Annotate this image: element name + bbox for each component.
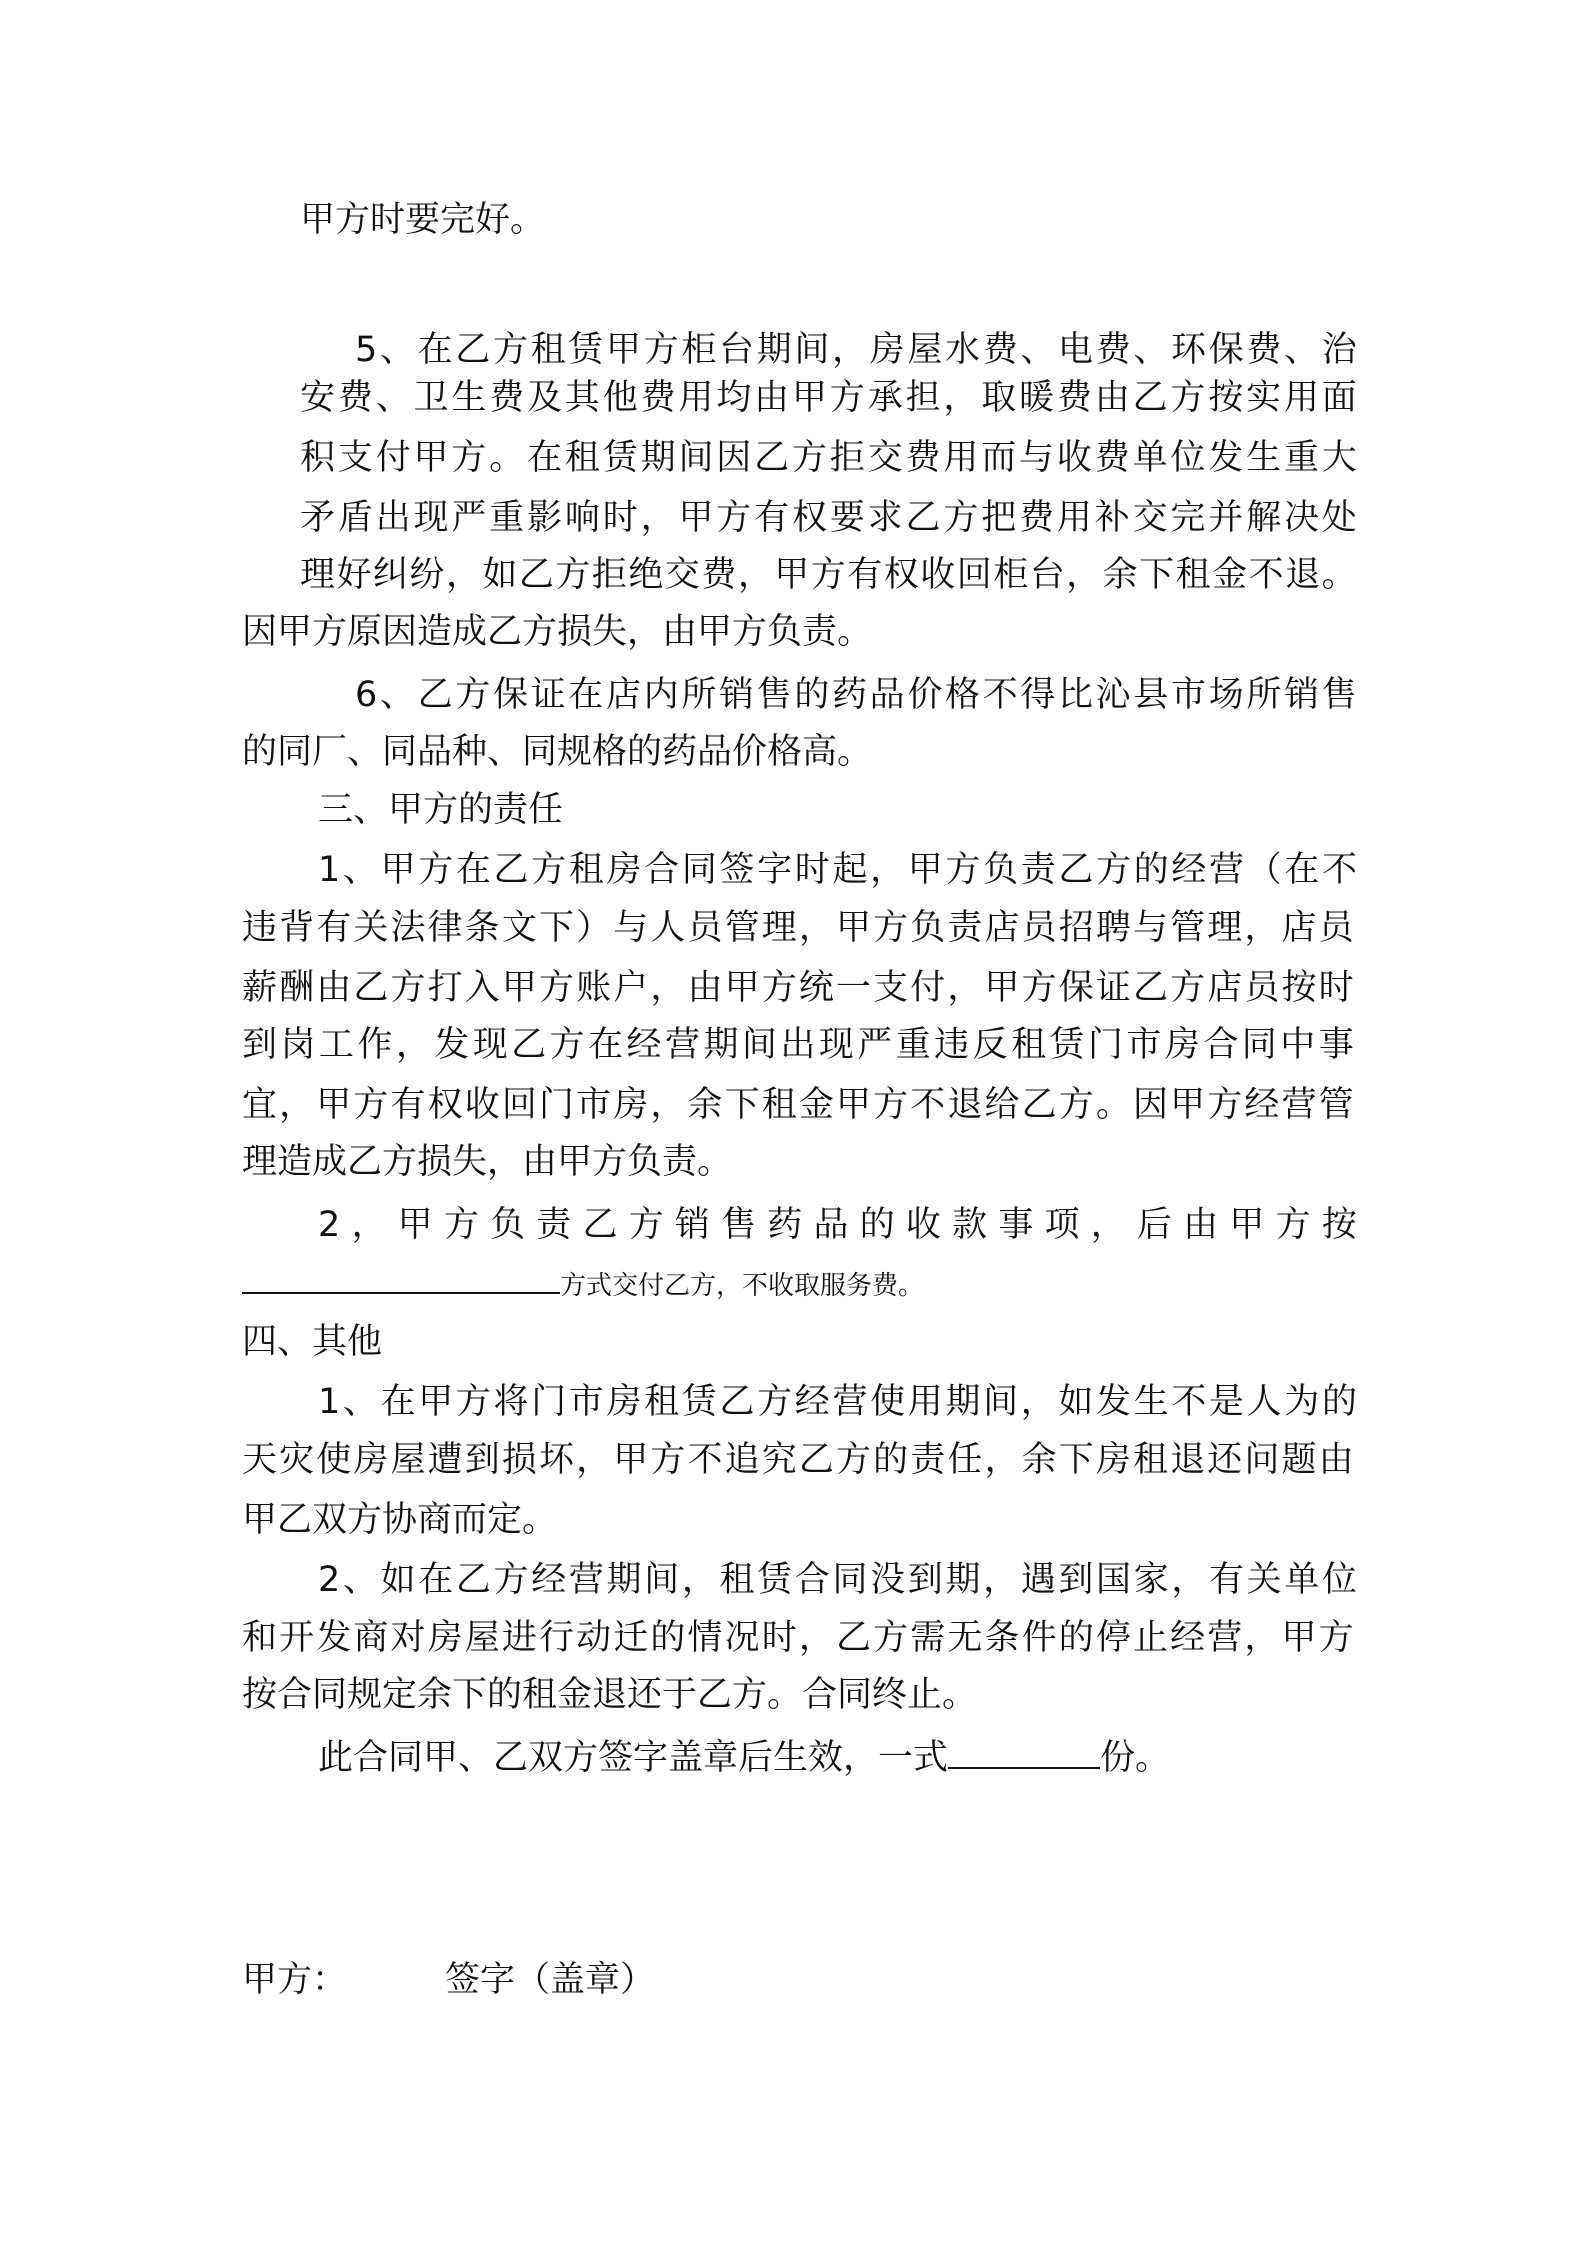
payment-method-blank <box>242 1250 560 1294</box>
copies-line <box>318 1725 1170 1785</box>
sign-seal-label: 签字（盖章） <box>445 1960 656 2000</box>
party-a-label: 甲方： <box>242 1960 348 2000</box>
section-3-item-1-line-5: 宜 ， 甲 方 有 权 收 回 门 市 房 ， 余 下 租 金 甲 方 不 退 给 乙 方 。 因 甲 方 经 营 管 <box>242 1085 1354 1125</box>
section-heading-3: 三、甲方的责任 <box>318 790 564 830</box>
section-3-item-2-line-2 <box>242 1250 924 1310</box>
clause-6-line-2: 的同厂、同品种、同规格的药品价格高。 <box>242 732 873 772</box>
copies-text: 此合同甲、乙双方签字盖章后生效，一式 <box>318 1738 949 1778</box>
clause-5-line-3: 积 支 付 甲 方 。 在 租 赁 期 间 因 乙 方 拒 交 费 用 而 与 收 费 单 位 发 生 重 大 <box>300 438 1357 478</box>
clause-5-line-1: 5 、 在 乙 方 租 赁 甲 方 柜 台 期 间 ， 房 屋 水 费 、 电 费 、 环 保 费 、 治 <box>355 330 1357 370</box>
section-4-item-1-line-2: 天 灾 使 房 屋 遭 到 损 坏 ， 甲 方 不 追 究 乙 方 的 责 任 ， 余 下 房 租 退 还 问 题 由 <box>242 1440 1354 1480</box>
clause-5-line-2: 安 费 、 卫 生 费 及 其 他 费 用 均 由 甲 方 承 担 ， 取 暖 费 由 乙 方 按 实 用 面 <box>300 378 1357 418</box>
section-3-item-1-line-4: 到 岗 工 作 ， 发 现 乙 方 在 经 营 期 间 出 现 严 重 违 反 租 赁 门 市 房 合 同 中 事 <box>242 1025 1354 1065</box>
paragraph-line: 甲方时要完好。 <box>300 200 546 240</box>
section-heading-4: 四、其他 <box>242 1322 383 1362</box>
clause-5-line-5: 理 好 纠 纷 ， 如 乙 方 拒 绝 交 费 ， 甲 方 有 权 收 回 柜 台 ， 余 下 租 金 不 退 。 <box>300 555 1357 595</box>
section-4-item-2-line-2: 和 开 发 商 对 房 屋 进 行 动 迁 的 情 况 时 ， 乙 方 需 无 条 件 的 停 止 经 营 ， 甲 方 <box>242 1618 1354 1658</box>
section-4-item-2-line-3: 按合同规定余下的租金退还于乙方。合同终止。 <box>242 1675 978 1715</box>
clause-5-line-6: 因甲方原因造成乙方损失，由甲方负责。 <box>242 612 873 652</box>
section-3-item-2-line-1: 2 ， 甲 方 负 责 乙 方 销 售 药 品 的 收 款 事 项 ， 后 由 甲 方 按 <box>318 1205 1357 1245</box>
section-3-item-1-line-2: 违 背 有 关 法 律 条 文 下 ） 与 人 员 管 理 ， 甲 方 负 责 店 员 招 聘 与 管 理 ， 店 员 <box>242 908 1354 948</box>
clause-6-line-1: 6 、 乙 方 保 证 在 店 内 所 销 售 的 药 品 价 格 不 得 比 沁 县 市 场 所 销 售 <box>355 675 1357 715</box>
section-3-item-1-line-3: 薪 酬 由 乙 方 打 入 甲 方 账 户 ， 由 甲 方 统 一 支 付 ， 甲 方 保 证 乙 方 店 员 按 时 <box>242 968 1354 1008</box>
clause-5-line-4: 矛 盾 出 现 严 重 影 响 时 ， 甲 方 有 权 要 求 乙 方 把 费 用 补 交 完 并 解 决 处 <box>300 498 1357 538</box>
section-4-item-2-line-1: 2 、 如 在 乙 方 经 营 期 间 ， 租 赁 合 同 没 到 期 ， 遇 到 国 家 ， 有 关 单 位 <box>318 1560 1357 1600</box>
copies-count-blank <box>948 1725 1100 1769</box>
section-3-item-1-line-1: 1 、 甲 方 在 乙 方 租 房 合 同 签 字 时 起 ， 甲 方 负 责 乙 方 的 经 营 （ 在 不 <box>318 850 1357 890</box>
section-4-item-1-line-1: 1 、 在 甲 方 将 门 市 房 租 赁 乙 方 经 营 使 用 期 间 ， 如 发 生 不 是 人 为 的 <box>318 1382 1357 1422</box>
section-3-item-1-line-6: 理造成乙方损失，由甲方负责。 <box>242 1142 733 1182</box>
payment-method-text: 方式交付乙方，不收取服务费。 <box>560 1271 925 1301</box>
copies-suffix: 份。 <box>1100 1738 1171 1778</box>
section-4-item-1-line-3: 甲乙双方协商而定。 <box>242 1500 558 1540</box>
